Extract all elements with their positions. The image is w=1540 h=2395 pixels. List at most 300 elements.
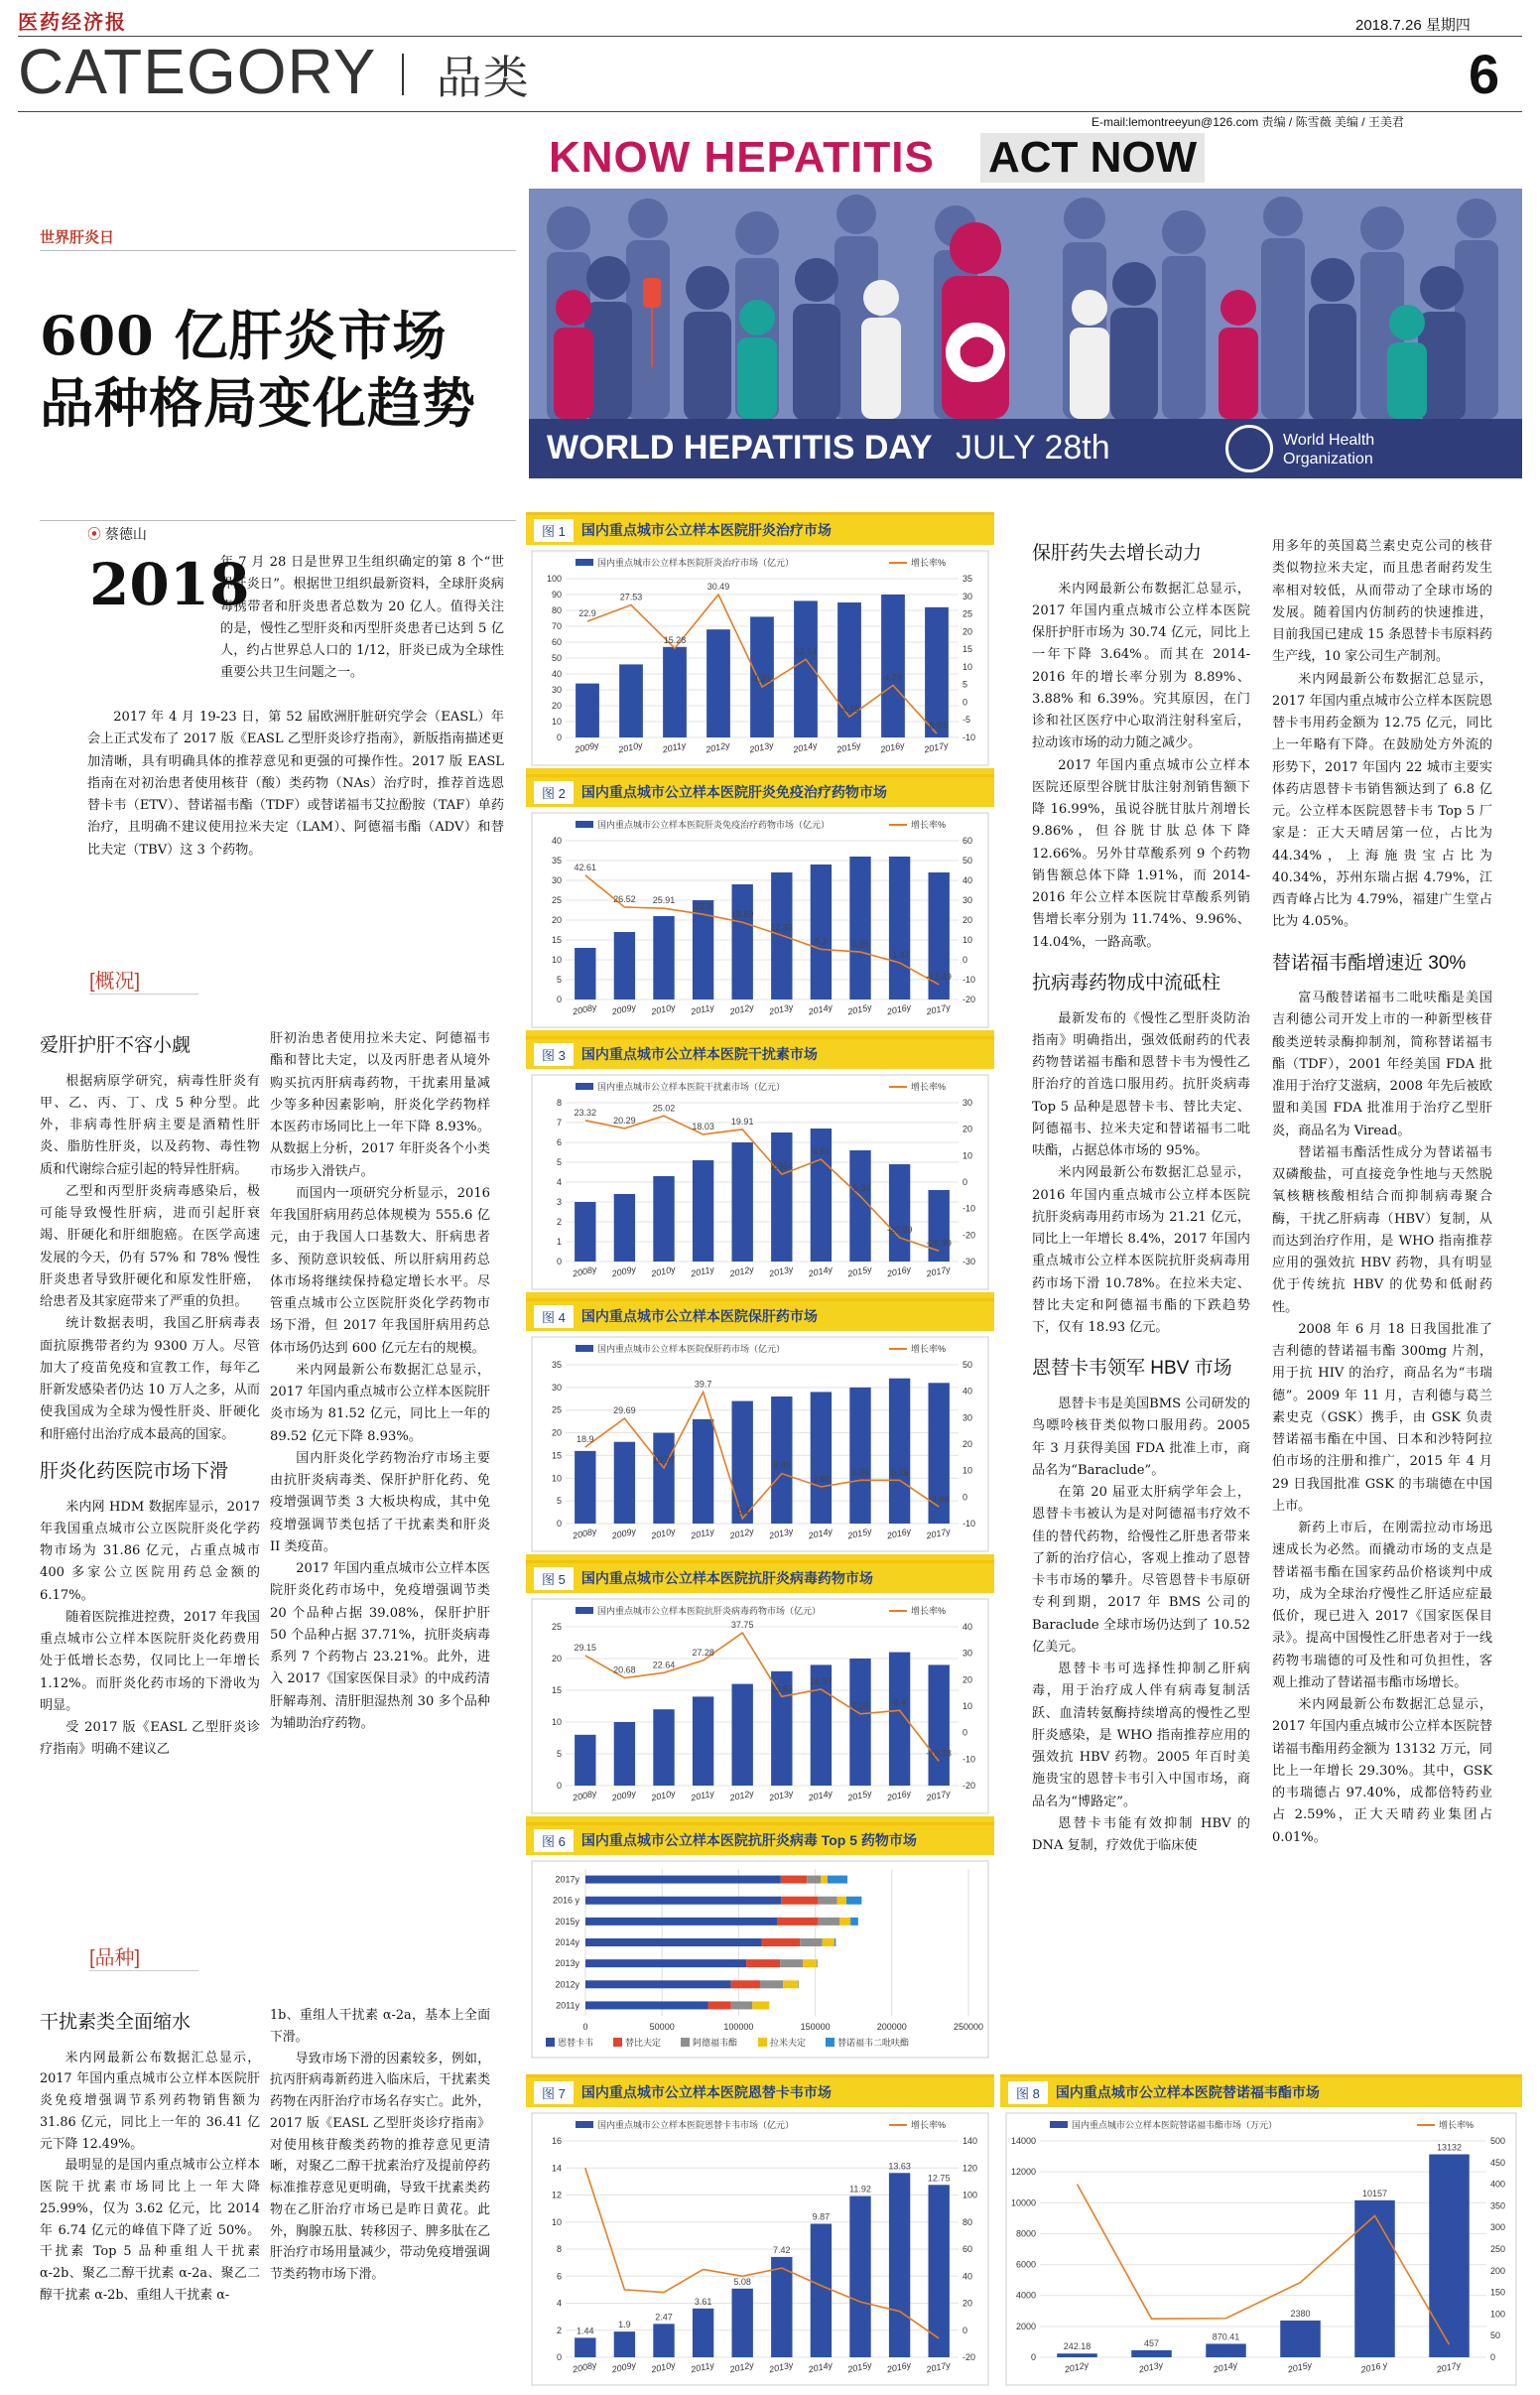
stack-bar-segment: [585, 1897, 781, 1905]
banner-illustration: [529, 189, 1522, 419]
para: 受 2017 版《EASL 乙型肝炎诊疗指南》明确不建议乙: [40, 1720, 260, 1758]
section-varieties: [品种]: [89, 1941, 198, 1971]
legend-label: 增长率%: [911, 558, 947, 568]
para: 米内网最新公布数据汇总显示，2017 年国内重点城市公立样本医院肝炎免疫增强调节系列药物销售额为 31.86 亿元，同比上一年的 36.41 亿元下降 12.49%。: [40, 2050, 260, 2152]
x-tick-label: 2014y: [792, 739, 819, 755]
y2-tick-label: 10: [962, 1150, 973, 1161]
y-tick-label: 8: [556, 1098, 562, 1108]
y-tick-label: 20: [551, 915, 562, 925]
chart-title-bar: [526, 515, 994, 545]
y-tick-label: 15: [551, 935, 562, 945]
subhead-a: 爱肝护肝不容小觑: [40, 1035, 192, 1056]
x-tick-label: 2010y: [650, 1264, 677, 1279]
y2-tick-label: 25: [962, 608, 973, 619]
x-tick-label: 2014y: [807, 1526, 834, 1541]
data-label: 37.75: [730, 1620, 754, 1630]
data-label: -1.47: [889, 949, 910, 960]
chart-number: 图 4: [534, 1305, 574, 1328]
stack-bar-segment: [585, 1938, 762, 1946]
data-label: -5.34: [849, 1183, 871, 1194]
y-tick-label: 2016 y: [552, 1895, 579, 1906]
subhead-b: 肝炎化药医院市场下滑: [40, 1460, 229, 1482]
plot-frame: [532, 1861, 988, 2058]
x-tick-label: 2012y: [728, 1788, 755, 1803]
data-label: 8.4: [893, 1697, 906, 1708]
bar: [889, 1379, 910, 1524]
data-label: 13.63: [770, 1683, 794, 1694]
stack-bar-segment: [585, 1980, 731, 1988]
x-tick-label: 2010y: [650, 1001, 677, 1017]
para: 随着医院推进控费，2017 年我国重点城市公立样本医院肝炎化药费用处于低增长态势，仅同比上一年增长 1.12%。而肝炎化药市场的下滑收为明显。: [40, 1609, 260, 1713]
y-tick-label: 2017y: [555, 1874, 579, 1885]
column-f: [1032, 536, 1250, 1857]
kicker: 世界肝炎日: [40, 229, 115, 246]
data-label: 2.47: [655, 2312, 673, 2323]
bar: [653, 916, 674, 999]
para: 统计数据表明，我国乙肝病毒表面抗原携带者约为 9300 万人。尽管加大了疫苗免疫和宣教工作，每年乙肝新发感染者仍达 10 万人之多，从而使我国成为全球为慢性肝炎、肝硬化和肝癌付出治疗成本最高的国家。: [40, 1316, 260, 1442]
editor-credits: E-mail:lemontreeyun@126.com 责编 / 陈雪薇 美编 / 王美君: [1091, 115, 1404, 129]
y-tick-label: 2013y: [555, 1958, 579, 1969]
bar: [653, 1176, 674, 1262]
banner-org: World Health Organization: [1283, 432, 1375, 468]
bar: [575, 1202, 595, 1262]
x-tick-label: 2009y: [610, 1788, 637, 1803]
bar: [693, 2309, 713, 2357]
legend-swatch: [758, 2038, 767, 2047]
x-tick-label: 2014y: [1212, 2359, 1238, 2375]
chart-svg: [526, 545, 994, 771]
y2-tick-label: -10: [962, 1203, 976, 1214]
x-tick-label: 2010y: [650, 2359, 677, 2375]
bar: [575, 2337, 595, 2357]
data-label: 13.63: [888, 2161, 911, 2172]
y2-tick-label: 30: [962, 591, 973, 601]
x-tick-label: 2015y: [1286, 2359, 1313, 2375]
y-tick-label: 0: [556, 995, 562, 1004]
bar: [693, 1160, 713, 1262]
data-label: 25.02: [652, 1103, 676, 1114]
y2-tick-label: 0: [962, 697, 968, 708]
y2-tick-label: 60: [962, 836, 973, 846]
legend-label: 国内重点城市公立样本医院肝炎治疗市场（亿元）: [597, 558, 795, 568]
legend-label: 国内重点城市公立样本医院保肝药市场（亿元）: [597, 1344, 786, 1354]
data-label: 18.03: [692, 1121, 714, 1131]
x-tick-label: 2008y: [572, 1001, 598, 1017]
data-label: -4.15: [838, 704, 860, 715]
stack-bar-segment: [783, 1980, 798, 1988]
y-tick-label: 30: [551, 875, 562, 885]
y2-tick-label: 400: [1490, 2179, 1506, 2190]
x-tick-label: 2015y: [846, 1001, 873, 1017]
chart-title: 国内重点城市公立样本医院干扰素市场: [580, 1046, 818, 1062]
stack-bar-segment: [585, 1876, 781, 1884]
stack-bar-segment: [803, 1959, 817, 1967]
y-tick-label: 30: [551, 685, 562, 695]
y2-tick-label: 20: [962, 626, 973, 637]
who-logo-icon: [1225, 425, 1273, 472]
y-tick-label: 12: [551, 2190, 562, 2200]
y2-tick-label: 40: [962, 1386, 973, 1397]
x-tick-label: 50000: [649, 2022, 675, 2032]
data-label: 18.89: [730, 909, 754, 920]
y-tick-label: 10: [551, 717, 562, 727]
legend-label: 国内重点城市公立样本医院干扰素市场（亿元）: [597, 1082, 786, 1092]
y-tick-label: 1: [556, 1237, 562, 1247]
x-tick-label: 2008y: [572, 2359, 598, 2375]
para: 米内网 HDM 数据库显示，2017 年我国重点城市公立医院肝炎化学药物市场为 31.86 亿元，占重点城市 400 多家公立医院用药总金额的 6.17%。: [40, 1499, 260, 1603]
y2-tick-label: -20: [962, 1781, 976, 1791]
y2-tick-label: 120: [962, 2163, 978, 2174]
category-cn: 品类: [436, 51, 530, 104]
chart-title-bar: [526, 1563, 994, 1593]
x-tick-label: 2010y: [617, 739, 644, 755]
para: 新药上市后，在刚需拉动市场迅速成长为必然。而撬动市场的支点是替诺福韦酯在国家药品价格谈判中成功，成为全球治疗慢性乙肝适应症最低价，现已进入 2017《国家医保目录》。提高中国慢性乙肝患者对于一线药物韦瑞德的可及性和可负担性，客观上推动了替诺福韦酯市场增长。: [1272, 1521, 1492, 1690]
x-tick-label: 2016y: [885, 1526, 913, 1541]
y2-tick-label: -10: [962, 1754, 976, 1765]
x-tick-label: 250000: [953, 2022, 984, 2032]
x-tick-label: 2008y: [572, 1788, 598, 1803]
x-tick-label: 2013y: [768, 1526, 795, 1541]
data-label: 13132: [1436, 2142, 1463, 2153]
data-label: 23.32: [574, 1107, 597, 1118]
x-tick-label: 2008y: [572, 1264, 598, 1279]
data-label: 4.31: [753, 674, 771, 685]
y2-tick-label: 20: [962, 1674, 973, 1685]
y-tick-label: 25: [551, 1404, 562, 1415]
legend-label: 国内重点城市公立样本医院肝炎免疫治疗药物市场（亿元）: [597, 820, 831, 830]
stack-bar-segment: [762, 1938, 801, 1946]
legend-swatch: [576, 1083, 593, 1090]
data-label: -12.49: [926, 971, 952, 982]
legend-label: 拉米夫定: [770, 2038, 807, 2048]
chart-title: 国内重点城市公立样本医院保肝药市场: [580, 1308, 818, 1324]
y2-tick-label: 60: [962, 2244, 973, 2254]
x-tick-label: 2011y: [690, 1001, 715, 1017]
bar: [811, 2224, 832, 2357]
stack-bar-segment: [585, 1959, 746, 1967]
y-tick-label: 2011y: [556, 2000, 579, 2011]
legend-swatch: [546, 2038, 555, 2047]
legend-swatch: [576, 1345, 593, 1352]
data-label: 42.61: [574, 862, 597, 872]
y-tick-label: 30: [551, 1382, 562, 1393]
y2-tick-label: -10: [962, 732, 976, 742]
stack-bar-segment: [585, 2001, 708, 2009]
y2-tick-label: 450: [1490, 2157, 1506, 2168]
stack-bar-segment: [585, 1918, 777, 1926]
bar: [693, 1419, 713, 1524]
stack-bar-segment: [760, 1980, 783, 1988]
chart-number: 图 1: [534, 519, 574, 542]
subhead-e: 抗病毒药物成中流砥柱: [1032, 972, 1221, 994]
banner-bottom-title: WORLD HEPATITIS DAY: [547, 429, 933, 466]
bar: [1131, 2350, 1172, 2357]
y-tick-label: 0: [556, 732, 562, 742]
y2-tick-label: 20: [962, 1124, 973, 1134]
x-tick-label: 2013y: [1137, 2359, 1164, 2375]
y-tick-label: 4: [556, 1177, 562, 1187]
chart-2: [526, 774, 994, 1030]
data-label: 16.37: [810, 1676, 833, 1687]
bar: [1280, 2321, 1321, 2357]
x-tick-label: 2012y: [728, 2359, 755, 2375]
bar: [693, 1696, 713, 1786]
data-label: 27.53: [619, 592, 643, 602]
x-tick-label: 2011y: [690, 1264, 715, 1279]
x-tick-label: 2009y: [610, 1526, 637, 1541]
page-number: 6: [1469, 43, 1500, 105]
para: 米内网最新公布数据汇总显示，2017 年国内重点城市公立样本医院恩替卡韦用药金额为 12.75 亿元，同比上一年略有下降。在鼓励处方外流的形势下，2017 年国内 22 城市主要实体药店恩替卡韦销售额达到了 6.8 亿元。公立样本医院恩替卡韦 Top 5 厂家是：正大天晴居第一位，占比为 44.34%，上海施贵宝占比为 40.34%，苏州东瑞占据 4.79%，江西青峰占比为 4.79%，福建广生堂占比为 4.05%。: [1272, 671, 1492, 930]
x-tick-label: 2016y: [885, 2359, 913, 2375]
y2-tick-label: 250: [1490, 2244, 1506, 2254]
y2-tick-label: -20: [962, 1230, 976, 1241]
data-label: 3.95: [851, 939, 869, 950]
x-tick-label: 2017y: [925, 1788, 952, 1803]
hepatitis-day-banner: [529, 131, 1522, 478]
para: 国内肝炎化学药物治疗市场主要由抗肝炎病毒类、保肝护肝化药、免疫增强调节类 3 大板块构成，其中免疫增强调节类包括了干扰素类和肝炎 II 类疫苗。: [270, 1450, 490, 1554]
stack-bar-segment: [731, 1980, 760, 1988]
y2-tick-label: 300: [1490, 2222, 1506, 2233]
bar: [1057, 2353, 1097, 2357]
chart-number: 图 2: [534, 781, 574, 804]
data-label: 7.06: [851, 1700, 869, 1711]
y2-tick-label: 0: [962, 1492, 968, 1503]
x-tick-label: 2012y: [728, 1264, 755, 1279]
subhead-g: 替诺福韦酯增速近 30%: [1272, 952, 1467, 974]
y-tick-label: 0: [556, 1257, 562, 1266]
column-e: [270, 2005, 490, 2286]
x-tick-label: 2011y: [661, 739, 688, 755]
y2-tick-label: 35: [962, 574, 973, 584]
legend-label: 增长率%: [1439, 2120, 1475, 2130]
x-tick-label: 2010y: [650, 1788, 677, 1803]
y2-tick-label: 80: [962, 2216, 973, 2227]
chart-svg: [1000, 2107, 1522, 2391]
y-tick-label: 0: [556, 1781, 562, 1791]
y2-tick-label: -20: [962, 2352, 976, 2362]
stack-bar-segment: [780, 1959, 803, 1967]
bar: [575, 1451, 595, 1524]
chart-number: 图 3: [534, 1043, 574, 1066]
bar: [653, 1433, 674, 1524]
para: 根据病原学研究，病毒性肝炎有甲、乙、丙、丁、戊 5 种分型。此外，非病毒性肝病主要是酒精性肝炎、脂肪性肝炎，以及药物、毒性物质和代谢综合症引起的特异性肝病。: [40, 1073, 260, 1177]
stack-bar-segment: [781, 1897, 818, 1905]
x-tick-label: 2013y: [768, 1001, 795, 1017]
para: 2017 年国内重点城市公立样本医院肝炎化药市场中，免疫增强调节类 20 个品种占据 39.08%，保肝护肝 50 个品种占据 37.71%，抗肝炎病毒系列 7 个药物占 23.21%。此外，进入 2017《国家医保目录》的中成药清肝解毒剂、清肝胆湿热剂 30 多个品种为辅助治疗药物。: [270, 1561, 490, 1731]
y-tick-label: 20: [551, 1427, 562, 1438]
x-tick-label: 2016 y: [1359, 2359, 1389, 2375]
legend-swatch: [613, 2038, 622, 2047]
y-tick-label: 4000: [1015, 2290, 1036, 2301]
stack-bar-segment: [752, 2001, 769, 2009]
bar: [849, 857, 870, 999]
y-tick-label: 2000: [1015, 2321, 1036, 2331]
stack-bar-segment: [828, 1876, 847, 1884]
data-label: -8.1: [734, 1505, 750, 1516]
x-tick-label: 2015y: [846, 2359, 873, 2375]
data-label: 18.9: [577, 1433, 594, 1444]
y2-tick-label: 50: [1490, 2330, 1501, 2341]
stack-bar-segment: [817, 1959, 818, 1967]
chart-title-bar: [526, 1301, 994, 1331]
y-tick-label: 2014y: [555, 1937, 579, 1947]
data-label: 19.91: [730, 1116, 754, 1127]
lead-column: [220, 552, 504, 685]
y2-tick-label: 40: [962, 2271, 973, 2282]
x-tick-label: 2008y: [572, 1526, 598, 1541]
bar: [732, 1684, 753, 1786]
data-label: 12.14: [794, 646, 818, 657]
y-tick-label: 16: [551, 2136, 562, 2146]
data-label: 10157: [1361, 2188, 1388, 2198]
bar: [663, 647, 687, 737]
author-rule: [40, 520, 516, 521]
chart-number: 图 6: [534, 1829, 574, 1852]
para: 替诺福韦酯活性成分为替诺福韦双磷酸盐，可直接竞争性地与天然脱氧核糖核酸相结合而抑制病毒聚合酶，干扰乙肝病毒（HBV）复制，从而达到治疗作用，是 WHO 指南推荐应用的强效抗 HBV 药物，具有明显优于传统抗 HBV 的优势和低耐药性。: [1272, 1144, 1492, 1315]
data-label: 2380: [1290, 2308, 1311, 2319]
data-label: 39.7: [694, 1379, 712, 1390]
banner-top-right: ACT NOW: [980, 133, 1205, 183]
y2-tick-label: 30: [962, 895, 973, 905]
legend-label: 增长率%: [911, 820, 947, 830]
bar: [732, 884, 753, 999]
y2-tick-label: -10: [962, 1519, 976, 1529]
bar: [1354, 2200, 1395, 2357]
subhead-c: 干扰素类全面缩水: [40, 2012, 192, 2033]
bar: [575, 948, 595, 999]
y-tick-label: 8000: [1015, 2228, 1036, 2239]
data-label: 29.69: [613, 1405, 636, 1416]
x-tick-label: 2013y: [748, 739, 775, 755]
banner-bottom-date: JULY 28th: [956, 429, 1110, 466]
data-label: -8.93: [926, 721, 948, 732]
x-tick-label: 2013y: [768, 1788, 795, 1803]
x-tick-label: 2012y: [1063, 2359, 1090, 2375]
x-tick-label: 100000: [723, 2022, 754, 2032]
y-tick-label: 14000: [1010, 2136, 1036, 2146]
para: 在第 20 届亚太肝病学年会上，恩替卡韦被认为是对阿德福韦疗效不佳的替代药物，给慢性乙肝患者带来了新的治疗信心，客观上推动了恩替卡韦市场的攀升。尽管恩替卡韦原研专利到期，2017 年 BMS 公司的 Baraclude 全球市场仍达到了 10.52 亿美元。: [1032, 1485, 1250, 1655]
kicker-rule: [40, 250, 516, 251]
para: 富马酸替诺福韦二吡呋酯是美国吉利德公司开发上市的一种新型核苷酸类逆转录酶抑制剂，简称替诺福韦酯（TDF），2001 年经美国 FDA 批准用于治疗艾滋病，2008 年先后被欧盟和美国 FDA 批准用于治疗乙型肝炎，商品名为 Viread。: [1272, 991, 1492, 1138]
category-title: [18, 36, 530, 107]
data-label: 20.68: [613, 1664, 636, 1675]
chart-svg: [526, 1855, 994, 2063]
bar: [653, 1709, 674, 1786]
chart-3: [526, 1036, 994, 1292]
data-label: 4.79: [884, 672, 902, 683]
x-tick-label: 2016y: [885, 1264, 913, 1279]
bar: [929, 2185, 950, 2357]
data-label: 25.91: [652, 895, 676, 906]
subhead-d: 保肝药失去增长动力: [1032, 543, 1203, 564]
y-tick-label: 12000: [1010, 2167, 1036, 2178]
data-label: 30.49: [706, 582, 730, 593]
para: 最新发布的《慢性乙型肝炎防治指南》明确指出，强效低耐药的代表药物替诺福韦酯和恩替卡韦为慢性乙肝治疗的首选口服用药。抗肝炎病毒 Top 5 品种是恩替卡韦、替比夫定、阿德福韦、拉米夫定和替诺福韦二吡呋酯，占据总体市场的 95%。: [1032, 1010, 1250, 1159]
para: 1b、重组人干扰素 α-2a，基本上全面下滑。: [270, 2008, 490, 2045]
stack-bar-segment: [708, 2001, 731, 2009]
stack-bar-segment: [837, 1897, 846, 1905]
data-label: 29.15: [574, 1642, 597, 1653]
bar: [732, 2289, 753, 2357]
para: 用多年的英国葛兰素史克公司的核苷类似物拉米夫定，而且患者耐药发生率相对较低，从而带动了全球市场的发展。随着国内仿制药的快速推进，目前我国已建成 15 条恩替卡韦原料药生产线，10 家公司生产制剂。: [1272, 539, 1492, 665]
x-tick-label: 2016y: [885, 1788, 913, 1803]
x-tick-label: 2012y: [728, 1001, 755, 1017]
x-tick-label: 2013y: [768, 2359, 795, 2375]
para: 而国内一项研究分析显示，2016 年我国肝病用药总体规模为 555.6 亿元，由于我国人口基数大、肝病患者多、预防意识较低、所以肝病用药总体市场将继续保持稳定增长水平。尽管重点城市公立医院肝炎化学药物市场下滑，但 2017 年我国肝病用药总体市场仍达到 600 亿元左右的规模。: [270, 1185, 490, 1356]
stack-bar-segment: [731, 2001, 753, 2009]
stack-bar-segment: [800, 1938, 822, 1946]
y2-tick-label: 500: [1490, 2136, 1506, 2146]
x-tick-label: 2009y: [574, 739, 600, 755]
bar: [1429, 2155, 1470, 2357]
y-tick-label: 35: [551, 1360, 562, 1370]
legend-label: 替诺福韦二吡呋酯: [837, 2038, 910, 2048]
y-tick-label: 90: [551, 590, 562, 599]
legend-label: 增长率%: [911, 2120, 947, 2130]
y2-tick-label: -20: [962, 995, 976, 1004]
y-tick-label: 50: [551, 653, 562, 663]
y-tick-label: 10: [551, 1473, 562, 1484]
chart-svg: [526, 807, 994, 1033]
legend-label: 阿德福韦酯: [693, 2038, 738, 2048]
chart-title: 国内重点城市公立样本医院抗肝炎病毒药物市场: [580, 1570, 873, 1586]
y-tick-label: 0: [1030, 2352, 1036, 2362]
x-tick-label: 2014y: [807, 1788, 834, 1803]
y-tick-label: 20: [551, 1654, 562, 1663]
x-tick-label: 2011y: [690, 1788, 715, 1803]
x-tick-label: 2009y: [610, 1001, 637, 1017]
x-tick-label: 2015y: [846, 1264, 873, 1279]
y2-tick-label: 10: [962, 1465, 973, 1476]
y-tick-label: 14: [551, 2163, 562, 2174]
y-tick-label: 2015y: [555, 1916, 579, 1927]
chart-number: 图 5: [534, 1567, 574, 1590]
bar: [706, 629, 730, 737]
x-tick-label: 2017y: [925, 2359, 952, 2375]
subhead-f: 恩替卡韦领军 HBV 市场: [1032, 1358, 1232, 1380]
dropcap: 2018: [89, 551, 250, 618]
chart-4: [526, 1298, 994, 1554]
y-tick-label: 70: [551, 621, 562, 631]
y2-tick-label: 50: [962, 856, 973, 865]
bar: [614, 1722, 635, 1786]
bar: [929, 1664, 950, 1786]
y2-tick-label: 100: [962, 2190, 978, 2200]
y2-tick-label: -5: [962, 715, 971, 726]
x-tick-label: 2015y: [835, 739, 862, 755]
data-label: 8.89: [773, 1460, 791, 1471]
data-label: -20.99: [886, 1224, 913, 1235]
y-tick-label: 5: [556, 1157, 562, 1167]
chart-title-bar: [526, 1825, 994, 1855]
data-label: 870.41: [1212, 2331, 1240, 2342]
x-tick-label: 2015y: [846, 1788, 873, 1803]
bar: [614, 932, 635, 999]
x-tick-label: 0: [582, 2022, 588, 2032]
y-tick-label: 5: [556, 1496, 562, 1507]
para: 肝初治患者使用拉米夫定、阿德福韦酯和替比夫定，以及丙肝患者从境外购买抗丙肝病毒药物，干扰素用量减少等多种因素影响，肝炎化学药物样本医药市场同比上一年下降 8.93%。从数据上分析，2017 年肝炎各个小类市场步入滑铁卢。: [270, 1031, 490, 1179]
headline-line-2: 品种格局变化趋势: [40, 371, 476, 435]
stack-bar-segment: [846, 1897, 861, 1905]
banner-top-left: KNOW HEPATITIS: [549, 133, 935, 182]
y2-tick-label: 10: [962, 1701, 973, 1711]
para: 恩替卡韦可选择性抑制乙肝病毒，用于治疗成人伴有病毒复制活跃、血清转氨酶持续增高的慢性乙型肝炎感染，是 WHO 指南推荐应用的强效抗 HBV 药物。2005 年百时美施贵宝的恩替卡韦引入中国市场，商品名为“博路定”。: [1032, 1662, 1250, 1809]
y-tick-label: 5: [556, 1749, 562, 1759]
chart-title: 国内重点城市公立样本医院恩替卡韦市场: [580, 2084, 832, 2100]
data-label: 22.9: [578, 608, 596, 619]
stack-bar-segment: [746, 1959, 780, 1967]
para: 乙型和丙型肝炎病毒感染后，极可能导致慢性肝病，进而引起肝衰竭、肝硬化和肝细胞癌。在医学高速发展的今天，仍有 57% 和 78% 慢性肝炎患者导致肝硬化和原发性肝癌，给患者及其家庭带来了严重的负担。: [40, 1183, 260, 1310]
